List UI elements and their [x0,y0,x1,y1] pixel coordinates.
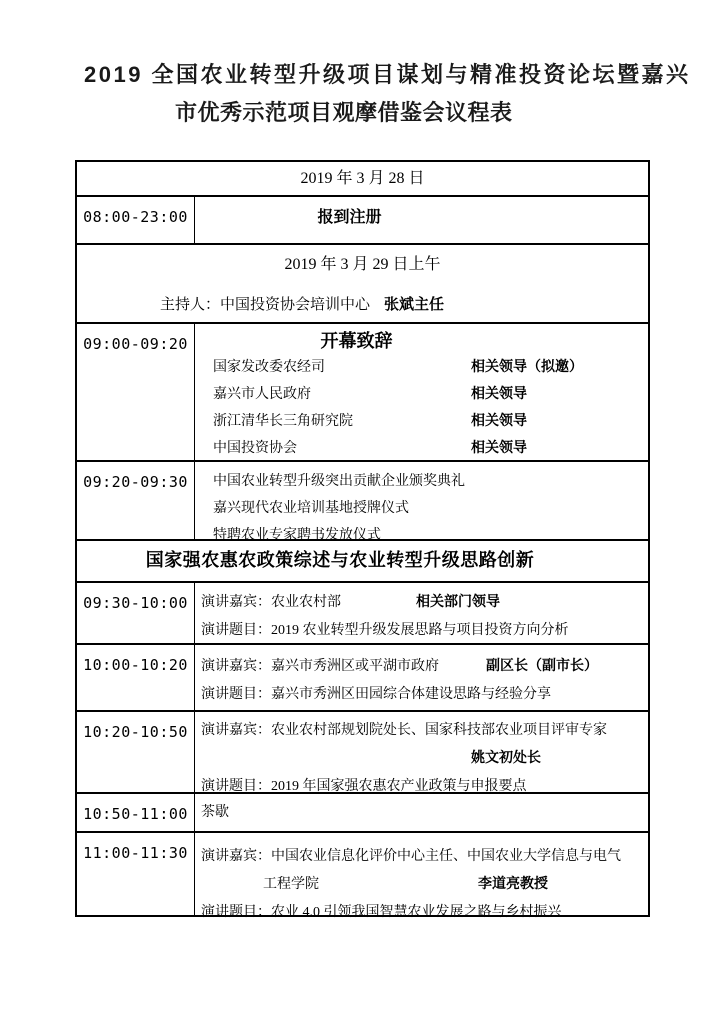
agenda-table [75,160,650,920]
speaker-org: 国家发改委农经司 [213,360,325,375]
registration-row [77,197,648,245]
talk3-row [77,712,648,794]
opening-speaker-line [201,354,642,381]
host-label: 主持人：中国投资协会培训中心 [160,297,371,313]
talk1-guest-title: 相关部门领导 [416,595,500,610]
opening-heading: 开幕致辞 [320,331,393,351]
talk4-row [77,833,648,920]
registration-time-cell: 08:00-23:00 [77,197,195,243]
talk3-guest-name: 姚文初处长 [471,751,541,766]
talk3-content-cell [195,712,648,792]
registration-activity-cell: 报到注册 [317,209,382,226]
host-line [77,291,648,319]
talk1-time-cell: 09:30-10:00 [77,583,195,643]
talk1-guest-line [201,589,642,617]
speaker-org: 嘉兴市人民政府 [213,387,311,402]
host-name: 张斌主任 [384,297,445,313]
talk3-time-cell: 10:20-10:50 [77,712,195,792]
talk1-content-cell [195,583,648,643]
talk2-guest-title: 副区长（副市长） [486,659,598,674]
talk4-content-cell [195,833,648,920]
opening-time-cell: 09:00-09:20 [77,324,195,460]
day2-header-row [77,245,648,324]
tea-break-label: 茶歇 [201,805,229,820]
ceremony-time-cell: 09:20-09:30 [77,462,195,539]
speaker-person: 相关领导 [471,414,527,429]
speaker-org: 浙江清华长三角研究院 [213,414,353,429]
day1-header-row [77,162,648,197]
talk4-guest-line1: 演讲嘉宾：中国农业信息化评价中心主任、中国农业大学信息与电气 [201,849,621,864]
day2-header-text: 2019 年 3 月 29 日上午 [284,256,441,273]
ceremony-item: 中国农业转型升级突出贡献企业颁奖典礼 [213,474,465,489]
talk4-guest-line2 [201,871,642,899]
opening-speaker-line [201,381,642,408]
talk2-time-cell: 10:00-10:20 [77,645,195,710]
document-title [0,56,717,132]
tea-break-activity-cell [195,794,648,831]
speaker-person: 相关领导 [471,441,527,456]
tea-break-time-cell: 10:50-11:00 [77,794,195,831]
talk1-guest: 演讲嘉宾：农业农村部 [201,595,341,610]
day1-header-text: 2019 年 3 月 28 日 [300,170,425,187]
talk4-topic-line: 演讲题目：农业 4.0 引领我国智慧农业发展之路与乡村振兴 [201,905,562,920]
ceremony-row [77,462,648,541]
talk4-guest-name: 李道亮教授 [478,877,548,892]
opening-speaker-line [201,435,642,462]
talk1-topic-line: 演讲题目：2019 农业转型升级发展思路与项目投资方向分析 [201,623,569,638]
talk2-guest-line [201,653,642,681]
ceremony-content-cell [195,462,648,543]
speaker-person: 相关领导（拟邀） [471,360,583,375]
opening-speaker-line [201,408,642,435]
talk2-content-cell [195,645,648,710]
ceremony-item: 特聘农业专家聘书发放仪式 [213,528,381,543]
talk2-guest: 演讲嘉宾：嘉兴市秀洲区或平湖市政府 [201,659,439,674]
talk4-time-cell: 11:00-11:30 [77,833,195,915]
tea-break-row [77,794,648,833]
title-line-1: 2019 全国农业转型升级项目谋划与精准投资论坛暨嘉兴 [84,62,691,87]
opening-row [77,324,648,462]
talk2-topic-line: 演讲题目：嘉兴市秀洲区田园综合体建设思路与经验分享 [201,687,551,702]
section-header-text: 国家强农惠农政策综述与农业转型升级思路创新 [145,550,535,570]
talk3-topic-line: 演讲题目：2019 年国家强农惠农产业政策与申报要点 [201,779,527,794]
ceremony-item: 嘉兴现代农业培训基地授牌仪式 [213,501,409,516]
talk2-row [77,645,648,712]
title-line-2: 市优秀示范项目观摩借鉴会议程表 [175,100,513,125]
opening-content-cell [195,324,648,460]
talk3-guest-name-line [201,745,642,773]
talk1-row [77,583,648,645]
speaker-person: 相关领导 [471,387,527,402]
speaker-org: 中国投资协会 [213,441,297,456]
talk3-guest-line: 演讲嘉宾：农业农村部规划院处长、国家科技部农业项目评审专家 [201,723,607,738]
talk4-guest-org-cont: 工程学院 [263,877,319,892]
